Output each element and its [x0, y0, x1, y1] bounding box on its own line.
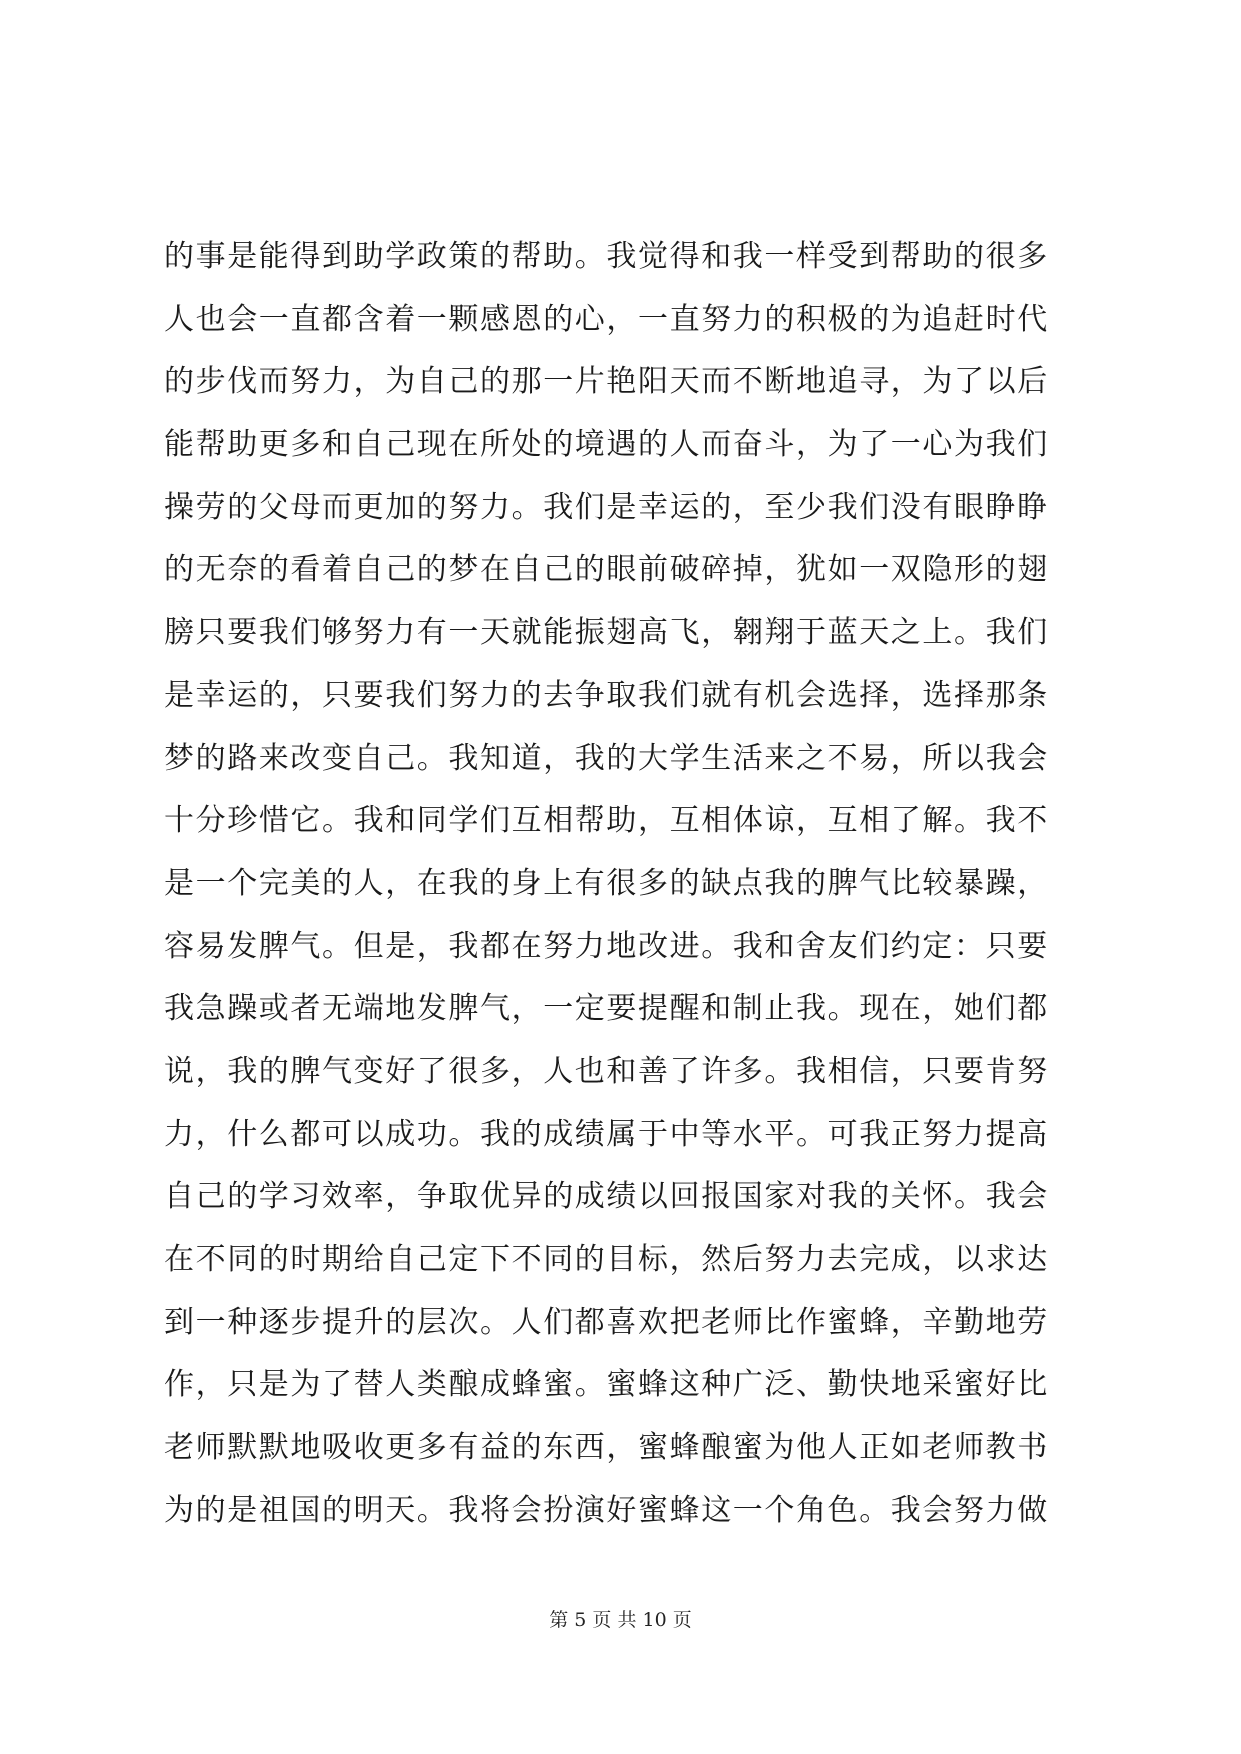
text-line: 能帮助更多和自己现在所处的境遇的人而奋斗，为了一心为我们 — [164, 427, 1049, 463]
text-line: 的步伐而努力，为自己的那一片艳阳天而不断地追寻，为了以后 — [164, 364, 1049, 400]
text-line: 自己的学习效率，争取优异的成绩以回报国家对我的关怀。我会 — [164, 1179, 1049, 1215]
body-text — [164, 226, 1084, 1542]
text-line: 膀只要我们够努力有一天就能振翅高飞，翱翔于蓝天之上。我们 — [164, 615, 1049, 651]
text-line: 我急躁或者无端地发脾气，一定要提醒和制止我。现在，她们都 — [164, 991, 1049, 1027]
text-line: 容易发脾气。但是，我都在努力地改进。我和舍友们约定：只要 — [164, 928, 1049, 964]
text-line: 的无奈的看着自己的梦在自己的眼前破碎掉，犹如一双隐形的翅 — [164, 552, 1049, 588]
text-line: 是一个完美的人，在我的身上有很多的缺点我的脾气比较暴躁， — [164, 865, 1049, 901]
text-line: 老师默默地吸收更多有益的东西，蜜蜂酿蜜为他人正如老师教书 — [164, 1430, 1049, 1466]
text-line: 在不同的时期给自己定下不同的目标，然后努力去完成，以求达 — [164, 1242, 1049, 1277]
text-line: 说，我的脾气变好了很多，人也和善了许多。我相信，只要肯努 — [164, 1053, 1049, 1089]
text-line: 为的是祖国的明天。我将会扮演好蜜蜂这一个角色。我会努力做 — [164, 1492, 1049, 1528]
text-line: 到一种逐步提升的层次。人们都喜欢把老师比作蜜蜂，辛勤地劳 — [164, 1304, 1049, 1340]
page-number-footer: 第 5 页 共 10 页 — [549, 1609, 692, 1631]
text-line: 十分珍惜它。我和同学们互相帮助，互相体谅，互相了解。我不 — [164, 803, 1049, 839]
text-line: 是幸运的，只要我们努力的去争取我们就有机会选择，选择那条 — [164, 677, 1049, 713]
text-line: 操劳的父母而更加的努力。我们是幸运的，至少我们没有眼睁睁 — [164, 489, 1049, 525]
text-line: 力，什么都可以成功。我的成绩属于中等水平。可我正努力提高 — [164, 1116, 1049, 1152]
text-line: 梦的路来改变自己。我知道，我的大学生活来之不易，所以我会 — [164, 740, 1049, 776]
text-line: 人也会一直都含着一颗感恩的心，一直努力的积极的为追赶时代 — [164, 301, 1049, 337]
text-line: 的事是能得到助学政策的帮助。我觉得和我一样受到帮助的很多 — [164, 239, 1049, 274]
text-line: 作，只是为了替人类酿成蜂蜜。蜜蜂这种广泛、勤快地采蜜好比 — [164, 1367, 1049, 1403]
